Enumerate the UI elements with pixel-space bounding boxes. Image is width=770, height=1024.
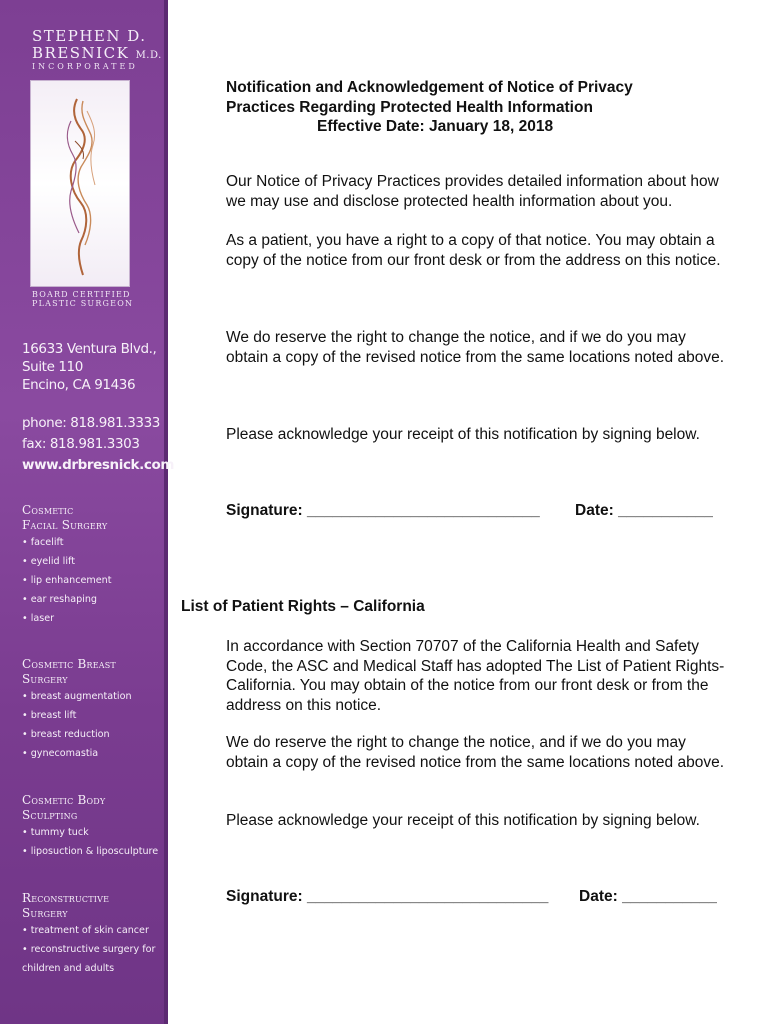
service-item: • lip enhancement bbox=[22, 571, 111, 590]
service-heading: Cosmetic Breast bbox=[22, 657, 116, 671]
service-heading: Reconstructive bbox=[22, 891, 110, 905]
service-item: • breast augmentation bbox=[22, 687, 132, 706]
service-item: children and adults bbox=[22, 963, 115, 974]
address-line: Encino, CA 91436 bbox=[22, 377, 136, 393]
service-item: • ear reshaping bbox=[22, 590, 111, 609]
service-item: • liposuction & liposculpture bbox=[22, 842, 158, 861]
effective-date: Effective Date: January 18, 2018 bbox=[317, 118, 554, 135]
title-line: Notification and Acknowledgement of Notice of Privacy bbox=[226, 79, 633, 96]
board-line1: BOARD CERTIFIED bbox=[32, 290, 131, 299]
rights-paragraph: We do reserve the right to change the notice, and if we do you may obtain a copy of the revised notice from the same locations noted above. bbox=[226, 734, 725, 771]
rights-paragraph: In accordance with Section 70707 of the California Health and Safety Code, the ASC and Medical Staff has adopted The List of Patient Rights-California. You may obtain of the notice from our front desk or from the address on this notice. bbox=[226, 638, 725, 714]
privacy-paragraph: We do reserve the right to change the notice, and if we do you may obtain a copy of the revised notice from the same locations noted above. bbox=[226, 329, 725, 366]
logo-incorporated: INCORPORATED bbox=[32, 62, 138, 71]
board-line2: PLASTIC SURGEON bbox=[32, 299, 134, 308]
service-item: • facelift bbox=[22, 533, 111, 552]
service-item: • laser bbox=[22, 609, 111, 628]
signature-field[interactable]: Signature: ____________________________ bbox=[226, 888, 549, 905]
logo-name-line1: STEPHEN D. bbox=[32, 27, 147, 45]
service-item: • reconstructive surgery for bbox=[22, 940, 155, 959]
website-link: www.drbresnick.com bbox=[22, 457, 175, 473]
service-heading: Surgery bbox=[22, 672, 68, 686]
service-heading: Cosmetic Body bbox=[22, 793, 106, 807]
service-item: • tummy tuck bbox=[22, 823, 158, 842]
service-heading: Sculpting bbox=[22, 808, 78, 822]
logo-name-line2: BRESNICK bbox=[32, 44, 130, 62]
service-item: • breast reduction bbox=[22, 725, 132, 744]
signature-line[interactable] bbox=[226, 888, 726, 906]
privacy-paragraph: Our Notice of Privacy Practices provides detailed information about how we may use and disclose protected health information about you. bbox=[226, 173, 719, 210]
fax-number: fax: 818.981.3303 bbox=[22, 436, 140, 452]
address-line: 16633 Ventura Blvd., bbox=[22, 341, 157, 357]
signature-line[interactable] bbox=[226, 502, 726, 520]
section-title: List of Patient Rights – California bbox=[181, 598, 425, 615]
service-item: • eyelid lift bbox=[22, 552, 111, 571]
signature-field[interactable]: Signature: ___________________________ bbox=[226, 502, 540, 519]
privacy-paragraph: Please acknowledge your receipt of this notification by signing below. bbox=[226, 426, 700, 443]
rights-paragraph: Please acknowledge your receipt of this notification by signing below. bbox=[226, 812, 700, 829]
logo-md: M.D. bbox=[135, 50, 162, 61]
service-heading: Surgery bbox=[22, 906, 68, 920]
service-item: • breast lift bbox=[22, 706, 132, 725]
service-heading: Cosmetic bbox=[22, 503, 74, 517]
service-heading: Facial Surgery bbox=[22, 518, 108, 532]
phone-number: phone: 818.981.3333 bbox=[22, 415, 160, 431]
service-item: • gynecomastia bbox=[22, 744, 132, 763]
address-line: Suite 110 bbox=[22, 359, 83, 375]
date-field[interactable]: Date: ___________ bbox=[579, 888, 717, 905]
date-field[interactable]: Date: ___________ bbox=[575, 502, 713, 519]
title-line: Practices Regarding Protected Health Information bbox=[226, 98, 593, 116]
service-item: • treatment of skin cancer bbox=[22, 921, 155, 940]
page-title bbox=[226, 78, 696, 137]
privacy-paragraph: As a patient, you have a right to a copy of that notice. You may obtain a copy of the notice from our front desk or from the address on this notice. bbox=[226, 232, 721, 269]
